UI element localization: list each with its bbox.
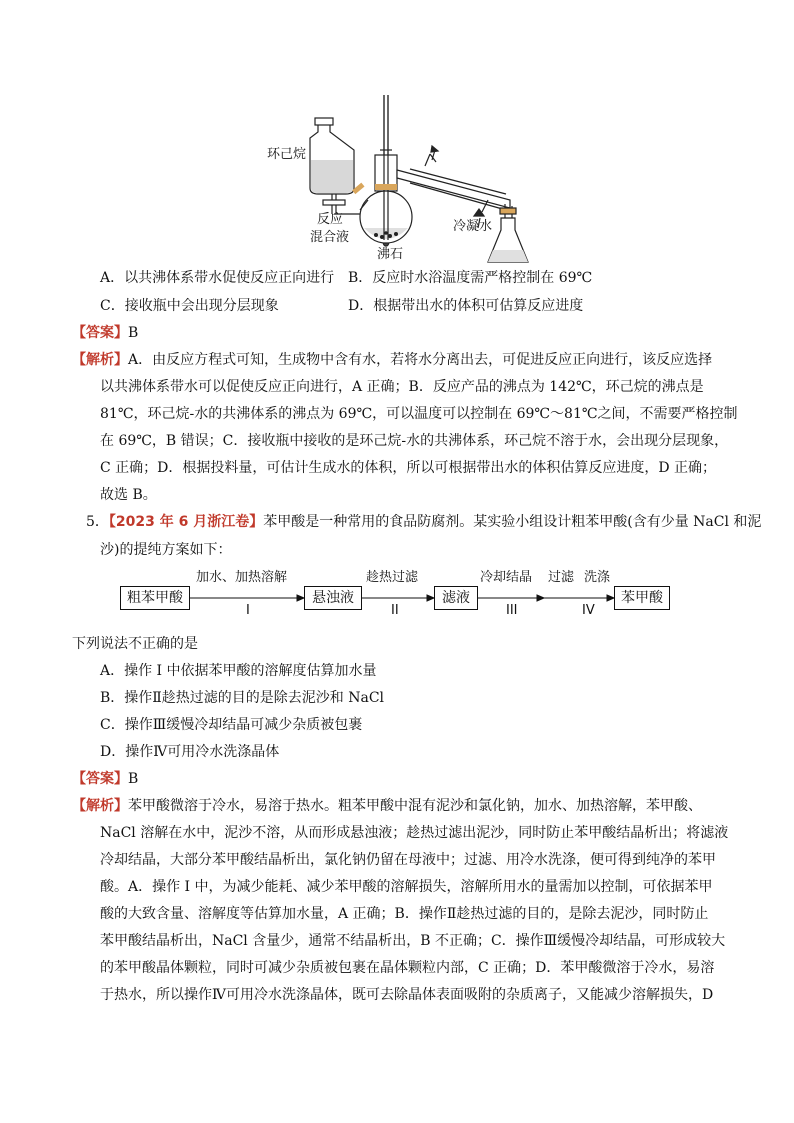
analysis-text: A．由反应方程式可知，生成物中含有水，若将水分离出去，可促进反应正向进行，该反应选择 [128, 352, 713, 368]
q5-question: 下列说法不正确的是 [72, 636, 198, 652]
q4-option-a: A．以共沸体系带水促使反应正向进行 [100, 270, 335, 286]
q5-analysis-line-4: 酸。A．操作 I 中，为减少能耗、减少苯甲酸的溶解损失，溶解所用水的量需加以控制，可依据苯甲 [100, 879, 713, 895]
label-reaction-mixture: 混合液 [310, 230, 350, 245]
q5-stem-line-1 [86, 512, 761, 532]
q5-analysis-line-1 [72, 796, 702, 816]
label-boiling-chips: 沸石 [377, 247, 404, 262]
q5-option-a: A．操作 I 中依据苯甲酸的溶解度估算加水量 [100, 663, 377, 679]
flow-box-benzoic-acid: 苯甲酸 [614, 586, 670, 610]
distillation-apparatus-drawing [260, 90, 540, 270]
flow-box-suspension: 悬浊液 [304, 586, 362, 610]
flow-step-2: 趁热过滤 [366, 570, 419, 585]
flow-box-crude-benzoic-acid: 粗苯甲酸 [120, 586, 190, 610]
q5-analysis-line-6: 苯甲酸结晶析出，NaCl 含量少，通常不结晶析出，B 不正确；C．操作Ⅲ缓慢冷却结晶，可形成较大 [100, 933, 726, 949]
flow-step-4-number: IV [582, 603, 595, 618]
flow-step-1: 加水、加热溶解 [196, 570, 288, 585]
q4-answer [72, 323, 138, 343]
answer-tag: 【答案】 [72, 325, 128, 341]
q5-analysis-line-3: 冷却结晶，大部分苯甲酸结晶析出，氯化钠仍留在母液中；过滤、用冷水洗涤，便可得到纯净的苯甲 [100, 852, 716, 868]
question-stem: 苯甲酸是一种常用的食品防腐剂。某实验小组设计粗苯甲酸(含有少量 NaCl 和泥 [263, 514, 762, 530]
q4-option-c: C．接收瓶中会出现分层现象 [100, 298, 279, 314]
q5-option-b: B．操作Ⅱ趁热过滤的目的是除去泥沙和 NaCl [100, 690, 385, 706]
flow-step-4a: 过滤 [548, 570, 575, 585]
q4-option-b: B．反应时水浴温度需严格控制在 69℃ [348, 270, 593, 286]
question-source: 【2023 年 6 月浙江卷】 [108, 514, 264, 530]
flow-step-4b: 洗涤 [584, 570, 611, 585]
analysis-text: 苯甲酸微溶于冷水，易溶于热水。粗苯甲酸中混有泥沙和氯化钠，加水、加热溶解，苯甲酸、 [128, 798, 702, 814]
label-cooling-water: 冷凝水 [453, 219, 493, 234]
q4-analysis-line-5: C 正确；D．根据投料量，可估计生成水的体积，所以可根据带出水的体积估算反应进度，D 正确； [100, 460, 717, 476]
q4-analysis-line-1 [72, 350, 712, 370]
question-number: 5． [86, 514, 109, 530]
q4-analysis-line-6: 故选 B。 [100, 487, 157, 503]
flow-step-2-number: II [391, 603, 399, 618]
flow-box-filtrate: 滤液 [434, 586, 478, 610]
q5-analysis-line-7: 的苯甲酸晶体颗粒，同时可减少杂质被包裹在晶体颗粒内部，C 正确；D．苯甲酸微溶于冷水，易溶 [100, 960, 715, 976]
flow-step-3-number: III [506, 603, 518, 618]
q5-option-c: C．操作Ⅲ缓慢冷却结晶可减少杂质被包裹 [100, 717, 363, 733]
q4-option-d: D．根据带出水的体积可估算反应进度 [348, 298, 584, 314]
q4-analysis-line-3: 81℃，环己烷-水的共沸体系的沸点为 69℃，可以温度可以控制在 69℃～81℃之间，不需要严格控制 [100, 406, 738, 422]
answer-tag: 【答案】 [72, 771, 128, 787]
analysis-tag: 【解析】 [72, 352, 128, 368]
q4-analysis-line-2: 以共沸体系带水可以促使反应正向进行，A 正确；B．反应产品的沸点为 142℃，环己烷的沸点是 [100, 379, 704, 395]
flow-step-3: 冷却结晶 [480, 570, 533, 585]
q5-analysis-line-2: NaCl 溶解在水中，泥沙不溶，从而形成悬浊液；趁热过滤出泥沙，同时防止苯甲酸结晶析出；将滤液 [100, 825, 729, 841]
q5-analysis-line-5: 酸的大致含量、溶解度等估算加水量，A 正确；B．操作Ⅱ趁热过滤的目的，是除去泥沙，同时防止 [100, 906, 709, 922]
q5-stem-line-2: 沙)的提纯方案如下： [100, 542, 232, 558]
flow-step-1-number: I [246, 603, 250, 618]
q5-analysis-line-8: 于热水，所以操作Ⅳ可用冷水洗涤晶体，既可去除晶体表面吸附的杂质离子，又能减少溶解损失，D [100, 987, 714, 1003]
q5-answer [72, 769, 138, 789]
label-reaction: 反应 [317, 212, 344, 227]
apparatus-figure [260, 90, 540, 270]
q5-option-d: D．操作Ⅳ可用冷水洗涤晶体 [100, 744, 280, 760]
purification-flowchart [120, 570, 680, 625]
q4-analysis-line-4: 在 69℃，B 错误；C．接收瓶中接收的是环己烷-水的共沸体系，环己烷不溶于水，会出现分层现象， [100, 433, 729, 449]
answer-value: B [128, 771, 139, 787]
label-cyclohexane: 环己烷 [267, 147, 307, 162]
analysis-tag: 【解析】 [72, 798, 128, 814]
answer-value: B [128, 325, 139, 341]
